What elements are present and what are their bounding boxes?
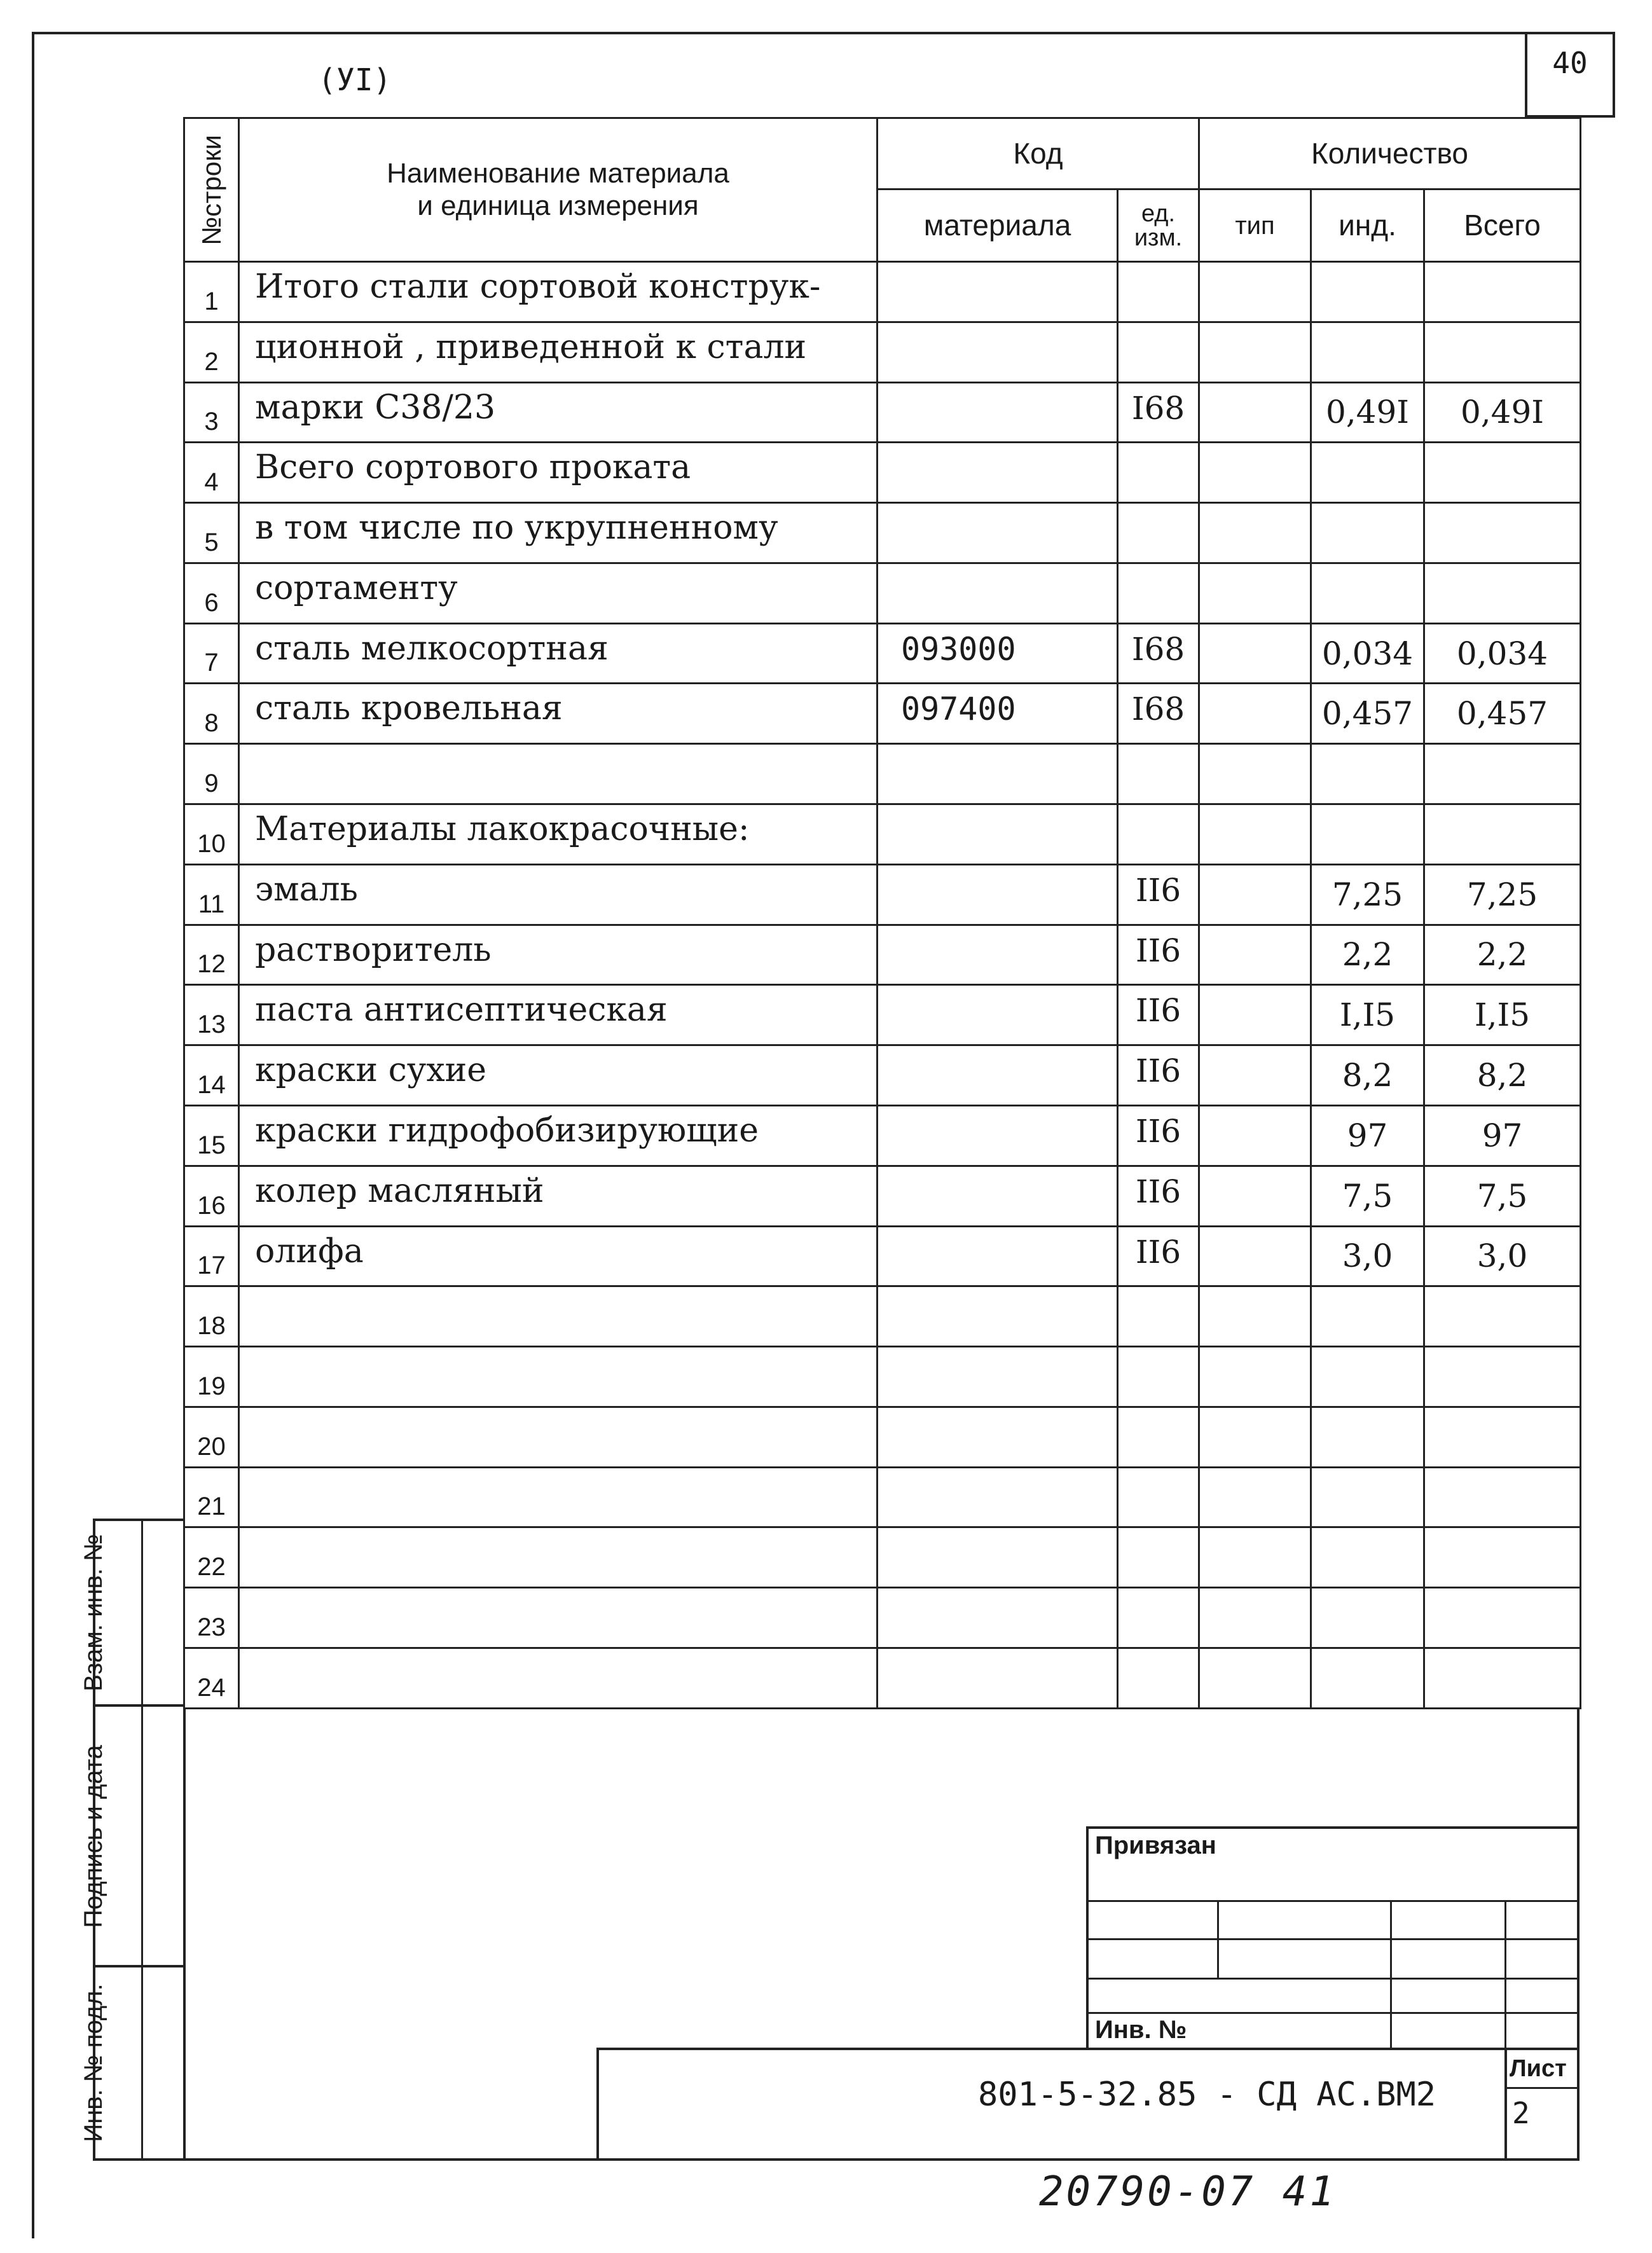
tb-privyazan-top — [1086, 1826, 1580, 1829]
unit-code-cell — [1118, 563, 1199, 623]
qty-ind-cell — [1311, 744, 1424, 804]
qty-ind-cell — [1311, 1588, 1424, 1648]
unit-code-cell — [1118, 1286, 1199, 1347]
material-name-cell: сталь кровельная — [239, 684, 878, 744]
material-name-cell: Материалы лакокрасочные: — [239, 804, 878, 865]
frame-left-border — [32, 32, 34, 2238]
unit-code-cell — [1118, 1648, 1199, 1708]
qty-ind-cell: 0,457 — [1311, 684, 1424, 744]
material-name-cell: растворитель — [239, 925, 878, 985]
material-name-cell: сортаменту — [239, 563, 878, 623]
qty-total-cell — [1424, 804, 1581, 865]
material-code-cell — [878, 1105, 1118, 1166]
material-code-cell — [878, 1286, 1118, 1347]
sheet-number: 2 — [1512, 2096, 1530, 2130]
tb-col-line-2 — [1390, 1900, 1392, 2050]
qty-total-cell: 97 — [1424, 1105, 1581, 1166]
qty-ind-cell: 7,5 — [1311, 1166, 1424, 1226]
table-row — [184, 804, 1581, 865]
qty-total-cell: 0,034 — [1424, 623, 1581, 684]
qty-type-cell — [1199, 1347, 1311, 1407]
qty-ind-cell: 0,49I — [1311, 382, 1424, 443]
qty-total-cell — [1424, 322, 1581, 382]
qty-total-cell — [1424, 744, 1581, 804]
qty-type-cell — [1199, 804, 1311, 865]
table-row — [184, 1166, 1581, 1226]
table-row — [184, 503, 1581, 563]
material-name-cell — [239, 1527, 878, 1588]
qty-ind-cell — [1311, 443, 1424, 503]
header-qty-type: тип — [1199, 189, 1311, 262]
header-quantity: Количество — [1199, 118, 1581, 189]
table-row — [184, 1347, 1581, 1407]
unit-code-cell — [1118, 1407, 1199, 1467]
material-code-cell — [878, 1226, 1118, 1286]
tb-col-line-3 — [1504, 1900, 1506, 2050]
material-name-cell: олифа — [239, 1226, 878, 1286]
qty-total-cell — [1424, 503, 1581, 563]
qty-total-cell — [1424, 1347, 1581, 1407]
qty-total-cell — [1424, 443, 1581, 503]
row-number-cell: 18 — [184, 1286, 239, 1347]
qty-total-cell: 7,25 — [1424, 864, 1581, 925]
row-number-cell: 15 — [184, 1105, 239, 1166]
header-code: Код — [878, 118, 1199, 189]
material-code-cell — [878, 262, 1118, 322]
qty-type-cell — [1199, 1286, 1311, 1347]
row-number-cell: 17 — [184, 1226, 239, 1286]
qty-ind-cell — [1311, 1527, 1424, 1588]
table-row — [184, 322, 1581, 382]
table-row — [184, 1286, 1581, 1347]
material-name-cell — [239, 1286, 878, 1347]
material-name-cell: Всего сортового проката — [239, 443, 878, 503]
tb-col-line-1 — [1217, 1900, 1219, 1978]
qty-type-cell — [1199, 1527, 1311, 1588]
row-number-cell: 13 — [184, 985, 239, 1045]
tb-inv-no-label: Инв. № — [1095, 2016, 1187, 2044]
qty-total-cell — [1424, 262, 1581, 322]
qty-type-cell — [1199, 262, 1311, 322]
unit-code-cell — [1118, 503, 1199, 563]
qty-type-cell — [1199, 1648, 1311, 1708]
stamp-podpis-data: Подпись и дата — [79, 1745, 107, 1928]
qty-total-cell: I,I5 — [1424, 985, 1581, 1045]
material-code-cell — [878, 563, 1118, 623]
bottom-area-right-line — [1577, 1708, 1580, 2161]
material-code-cell — [878, 925, 1118, 985]
table-row — [184, 985, 1581, 1045]
tb-sheet-left — [1504, 2048, 1507, 2160]
stamp-inv-podl: Инв. № подл. — [79, 1983, 107, 2142]
header-qty-total: Всего — [1424, 189, 1581, 262]
tb-privyazan-label: Привязан — [1095, 1831, 1216, 1859]
unit-code-cell — [1118, 1527, 1199, 1588]
material-code-cell — [878, 1407, 1118, 1467]
tb-sheet-divider — [1504, 2087, 1580, 2089]
handwritten-number: 20790-07 41 — [1039, 2168, 1337, 2215]
qty-ind-cell — [1311, 1467, 1424, 1527]
side-stamp-inner-line — [141, 1519, 143, 2160]
unit-code-cell — [1118, 1347, 1199, 1407]
row-number-cell: 7 — [184, 623, 239, 684]
material-name-cell: колер масляный — [239, 1166, 878, 1226]
qty-ind-cell — [1311, 322, 1424, 382]
qty-total-cell: 8,2 — [1424, 1045, 1581, 1106]
qty-total-cell — [1424, 1407, 1581, 1467]
material-code-cell — [878, 1045, 1118, 1106]
tb-main-left — [596, 2048, 599, 2160]
qty-ind-cell — [1311, 563, 1424, 623]
table-row — [184, 1527, 1581, 1588]
material-code-cell — [878, 1527, 1118, 1588]
qty-ind-cell: I,I5 — [1311, 985, 1424, 1045]
table-row — [184, 623, 1581, 684]
material-name-cell — [239, 1347, 878, 1407]
side-stamp-divider-2 — [93, 1965, 183, 1967]
qty-ind-cell — [1311, 1347, 1424, 1407]
unit-code-cell: II6 — [1118, 925, 1199, 985]
table-row — [184, 1588, 1581, 1648]
material-name-cell: краски гидрофобизирующие — [239, 1105, 878, 1166]
unit-code-cell: II6 — [1118, 1105, 1199, 1166]
unit-code-cell: I68 — [1118, 684, 1199, 744]
material-code-cell — [878, 503, 1118, 563]
unit-code-cell — [1118, 443, 1199, 503]
unit-code-cell — [1118, 804, 1199, 865]
unit-code-cell — [1118, 1467, 1199, 1527]
material-code-cell: 097400 — [878, 684, 1118, 744]
document-designation: 801-5-32.85 - СД АС.ВМ2 — [978, 2076, 1436, 2114]
qty-total-cell: 7,5 — [1424, 1166, 1581, 1226]
row-number-cell: 5 — [184, 503, 239, 563]
material-code-cell — [878, 1347, 1118, 1407]
table-row — [184, 443, 1581, 503]
unit-code-cell: I68 — [1118, 623, 1199, 684]
qty-total-cell: 0,457 — [1424, 684, 1581, 744]
section-label: (УI) — [318, 62, 392, 98]
qty-ind-cell — [1311, 503, 1424, 563]
table-row — [184, 1467, 1581, 1527]
material-name-cell — [239, 1588, 878, 1648]
qty-type-cell — [1199, 623, 1311, 684]
bottom-area-left-line — [183, 1708, 186, 2161]
unit-code-cell: II6 — [1118, 864, 1199, 925]
header-row-number: №строки — [184, 118, 239, 262]
material-code-cell — [878, 744, 1118, 804]
row-number-cell: 19 — [184, 1347, 239, 1407]
row-number-cell: 14 — [184, 1045, 239, 1106]
qty-total-cell: 2,2 — [1424, 925, 1581, 985]
materials-table — [183, 117, 1581, 1709]
material-name-cell: эмаль — [239, 864, 878, 925]
material-code-cell — [878, 985, 1118, 1045]
qty-type-cell — [1199, 864, 1311, 925]
material-name-cell — [239, 1407, 878, 1467]
material-code-cell — [878, 1467, 1118, 1527]
qty-type-cell — [1199, 382, 1311, 443]
qty-type-cell — [1199, 684, 1311, 744]
material-code-cell — [878, 864, 1118, 925]
unit-code-cell: II6 — [1118, 1226, 1199, 1286]
row-number-cell: 20 — [184, 1407, 239, 1467]
material-code-cell — [878, 443, 1118, 503]
qty-type-cell — [1199, 1045, 1311, 1106]
material-name-cell: краски сухие — [239, 1045, 878, 1106]
table-row — [184, 1045, 1581, 1106]
qty-total-cell: 0,49I — [1424, 382, 1581, 443]
qty-ind-cell: 7,25 — [1311, 864, 1424, 925]
material-name-cell — [239, 744, 878, 804]
stamp-vzam-inv: Взам. инв. № — [79, 1534, 107, 1691]
unit-code-cell — [1118, 1588, 1199, 1648]
tb-main-top — [596, 2048, 1580, 2050]
bottom-area-bottom-line — [183, 2158, 1580, 2161]
table-row — [184, 1648, 1581, 1708]
qty-type-cell — [1199, 503, 1311, 563]
header-code-unit: ед. изм. — [1118, 189, 1199, 262]
qty-ind-cell — [1311, 1286, 1424, 1347]
row-number-cell: 9 — [184, 744, 239, 804]
unit-code-cell: I68 — [1118, 382, 1199, 443]
qty-ind-cell: 97 — [1311, 1105, 1424, 1166]
row-number-cell: 2 — [184, 322, 239, 382]
material-code-cell — [878, 1648, 1118, 1708]
material-name-cell — [239, 1648, 878, 1708]
qty-ind-cell: 0,034 — [1311, 623, 1424, 684]
qty-type-cell — [1199, 1588, 1311, 1648]
row-number-cell: 6 — [184, 563, 239, 623]
row-number-cell: 16 — [184, 1166, 239, 1226]
qty-total-cell — [1424, 1467, 1581, 1527]
material-name-cell: паста антисептическая — [239, 985, 878, 1045]
side-stamp-bottom-line — [93, 2158, 183, 2161]
row-number-cell: 22 — [184, 1527, 239, 1588]
row-number-cell: 24 — [184, 1648, 239, 1708]
material-name-cell: марки С38/23 — [239, 382, 878, 443]
qty-ind-cell: 3,0 — [1311, 1226, 1424, 1286]
unit-code-cell: II6 — [1118, 1045, 1199, 1106]
table-row — [184, 684, 1581, 744]
qty-total-cell: 3,0 — [1424, 1226, 1581, 1286]
material-code-cell — [878, 322, 1118, 382]
material-code-cell — [878, 1588, 1118, 1648]
qty-total-cell — [1424, 1648, 1581, 1708]
table-row — [184, 1226, 1581, 1286]
row-number-cell: 8 — [184, 684, 239, 744]
qty-type-cell — [1199, 985, 1311, 1045]
qty-type-cell — [1199, 1226, 1311, 1286]
qty-ind-cell — [1311, 1407, 1424, 1467]
material-code-cell — [878, 1166, 1118, 1226]
frame-top-border — [32, 32, 1615, 34]
row-number-cell: 23 — [184, 1588, 239, 1648]
qty-type-cell — [1199, 563, 1311, 623]
qty-total-cell — [1424, 1286, 1581, 1347]
qty-type-cell — [1199, 1105, 1311, 1166]
material-name-cell: сталь мелкосортная — [239, 623, 878, 684]
table-row — [184, 1407, 1581, 1467]
table-row — [184, 864, 1581, 925]
qty-total-cell — [1424, 1527, 1581, 1588]
unit-code-cell: II6 — [1118, 985, 1199, 1045]
qty-ind-cell: 2,2 — [1311, 925, 1424, 985]
row-number-cell: 4 — [184, 443, 239, 503]
header-qty-ind: инд. — [1311, 189, 1424, 262]
material-code-cell — [878, 804, 1118, 865]
qty-ind-cell: 8,2 — [1311, 1045, 1424, 1106]
qty-total-cell — [1424, 563, 1581, 623]
material-code-cell: 093000 — [878, 623, 1118, 684]
qty-type-cell — [1199, 1166, 1311, 1226]
row-number-cell: 3 — [184, 382, 239, 443]
page-number: 40 — [1552, 46, 1588, 80]
qty-type-cell — [1199, 322, 1311, 382]
table-row — [184, 382, 1581, 443]
table-row — [184, 925, 1581, 985]
unit-code-cell: II6 — [1118, 1166, 1199, 1226]
qty-total-cell — [1424, 1588, 1581, 1648]
header-name: Наименование материала и единица измерения — [239, 118, 878, 262]
material-name-cell: в том числе по укрупненному — [239, 503, 878, 563]
qty-ind-cell — [1311, 262, 1424, 322]
row-number-cell: 21 — [184, 1467, 239, 1527]
row-number-cell: 1 — [184, 262, 239, 322]
table-row — [184, 262, 1581, 322]
material-name-cell: ционной , приведенной к стали — [239, 322, 878, 382]
qty-ind-cell — [1311, 1648, 1424, 1708]
table-row — [184, 1105, 1581, 1166]
material-name-cell — [239, 1467, 878, 1527]
material-code-cell — [878, 382, 1118, 443]
qty-type-cell — [1199, 925, 1311, 985]
unit-code-cell — [1118, 262, 1199, 322]
sheet-label: Лист — [1510, 2055, 1567, 2082]
unit-code-cell — [1118, 322, 1199, 382]
qty-ind-cell — [1311, 804, 1424, 865]
unit-code-cell — [1118, 744, 1199, 804]
qty-type-cell — [1199, 1467, 1311, 1527]
row-number-cell: 12 — [184, 925, 239, 985]
table-row — [184, 744, 1581, 804]
row-number-cell: 10 — [184, 804, 239, 865]
material-name-cell: Итого стали сортовой конструк- — [239, 262, 878, 322]
qty-type-cell — [1199, 1407, 1311, 1467]
qty-type-cell — [1199, 744, 1311, 804]
qty-type-cell — [1199, 443, 1311, 503]
row-number-cell: 11 — [184, 864, 239, 925]
header-code-material: материала — [878, 189, 1118, 262]
table-row — [184, 563, 1581, 623]
